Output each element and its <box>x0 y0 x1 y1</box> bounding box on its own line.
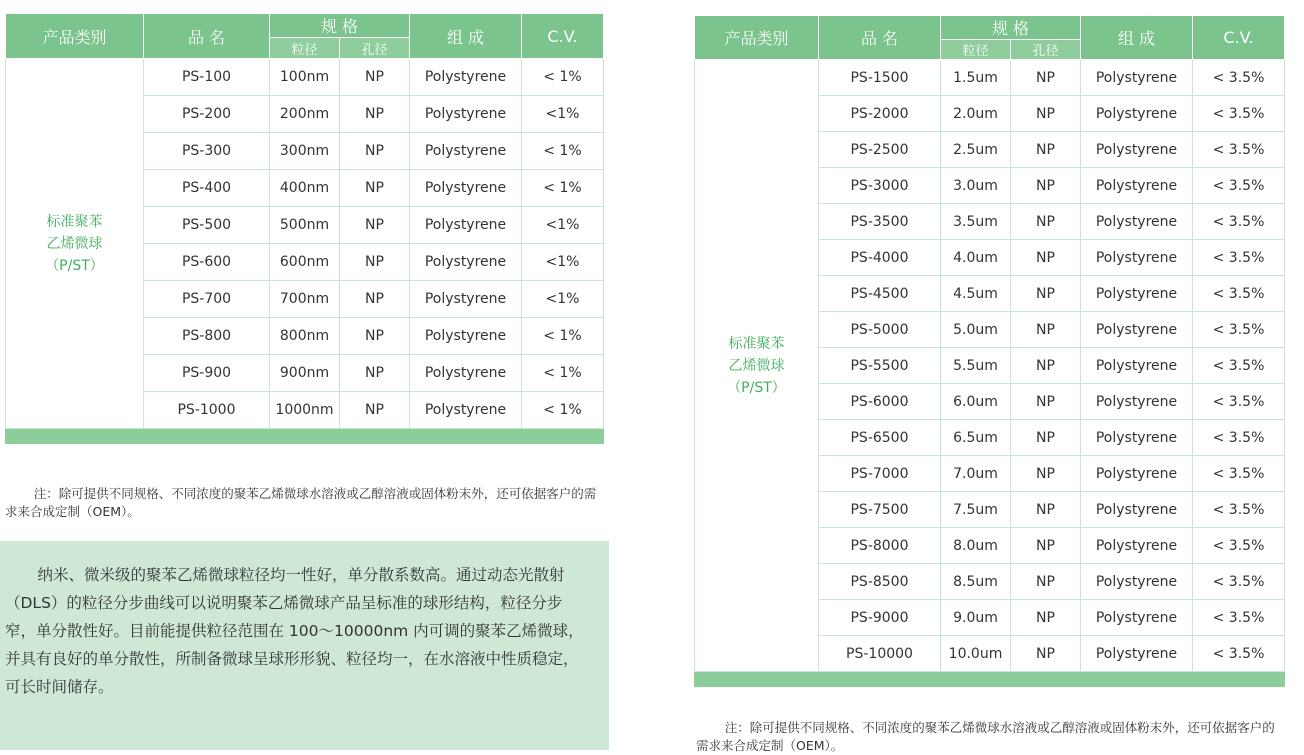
product-name: PS-6500 <box>819 420 941 456</box>
cv-value: < 3.5% <box>1193 60 1285 96</box>
particle-size: 3.0um <box>941 168 1011 204</box>
product-name: PS-700 <box>144 281 270 318</box>
cv-value: < 3.5% <box>1193 312 1285 348</box>
cv-value: <1% <box>522 96 604 133</box>
header-category: 产品类别 <box>6 14 144 59</box>
product-name: PS-1000 <box>144 392 270 429</box>
category-cell <box>6 59 144 429</box>
particle-size: 800nm <box>270 318 340 355</box>
cv-value: < 3.5% <box>1193 564 1285 600</box>
particle-size: 4.0um <box>941 240 1011 276</box>
cv-value: < 3.5% <box>1193 348 1285 384</box>
pore-size: NP <box>340 355 410 392</box>
description-text: 纳米、微米级的聚苯乙烯微球粒径均一性好，单分散系数高。通过动态光散射（DLS）的粒径分步曲线可以说明聚苯乙烯微球产品呈标准的球形结构，粒径分步窄，单分散性好。目前能提供粒径范围在 100～10000nm 内可调的聚苯乙烯微球，并具有良好的单分散性，所制备微球呈球形形貌、粒径均一，在水溶液中性质稳定，可长时间储存。 <box>5 566 584 696</box>
pore-size: NP <box>1011 492 1081 528</box>
particle-size: 7.0um <box>941 456 1011 492</box>
particle-size: 7.5um <box>941 492 1011 528</box>
composition: Polystyrene <box>1081 204 1193 240</box>
cv-value: < 1% <box>522 133 604 170</box>
composition: Polystyrene <box>1081 96 1193 132</box>
product-name: PS-7500 <box>819 492 941 528</box>
particle-size: 2.5um <box>941 132 1011 168</box>
pore-size: NP <box>1011 240 1081 276</box>
table-row <box>6 59 604 96</box>
composition: Polystyrene <box>1081 168 1193 204</box>
cv-value: <1% <box>522 207 604 244</box>
product-name: PS-800 <box>144 318 270 355</box>
composition: Polystyrene <box>1081 564 1193 600</box>
header-composition: 组 成 <box>1081 16 1193 60</box>
product-name: PS-300 <box>144 133 270 170</box>
pore-size: NP <box>1011 96 1081 132</box>
product-name: PS-500 <box>144 207 270 244</box>
header-pore-size: 孔径 <box>340 38 410 59</box>
category-label-line3: （P/ST） <box>45 257 104 274</box>
cv-value: < 1% <box>522 392 604 429</box>
header-cv: C.V. <box>1193 16 1285 60</box>
composition: Polystyrene <box>1081 492 1193 528</box>
product-name: PS-4500 <box>819 276 941 312</box>
particle-size: 100nm <box>270 59 340 96</box>
table-row <box>695 60 1285 96</box>
cv-value: < 1% <box>522 318 604 355</box>
product-name: PS-3500 <box>819 204 941 240</box>
cv-value: < 1% <box>522 355 604 392</box>
pore-size: NP <box>340 244 410 281</box>
pore-size: NP <box>340 318 410 355</box>
composition: Polystyrene <box>410 281 522 318</box>
category-label-line1: 标准聚苯 <box>46 213 103 230</box>
product-name: PS-8500 <box>819 564 941 600</box>
product-name: PS-6000 <box>819 384 941 420</box>
composition: Polystyrene <box>410 355 522 392</box>
cv-value: < 3.5% <box>1193 204 1285 240</box>
product-name: PS-200 <box>144 96 270 133</box>
product-name: PS-8000 <box>819 528 941 564</box>
composition: Polystyrene <box>410 96 522 133</box>
product-name: PS-5000 <box>819 312 941 348</box>
spec-table-left <box>5 13 604 444</box>
composition: Polystyrene <box>410 207 522 244</box>
pore-size: NP <box>1011 168 1081 204</box>
product-name: PS-600 <box>144 244 270 281</box>
pore-size: NP <box>1011 456 1081 492</box>
header-particle-size: 粒径 <box>941 40 1011 60</box>
particle-size: 600nm <box>270 244 340 281</box>
product-name: PS-900 <box>144 355 270 392</box>
cv-value: < 3.5% <box>1193 132 1285 168</box>
header-category: 产品类别 <box>695 16 819 60</box>
product-name: PS-3000 <box>819 168 941 204</box>
cv-value: < 3.5% <box>1193 276 1285 312</box>
particle-size: 700nm <box>270 281 340 318</box>
particle-size: 1000nm <box>270 392 340 429</box>
composition: Polystyrene <box>410 133 522 170</box>
spec-table-right <box>694 15 1285 687</box>
category-cell <box>695 60 819 672</box>
description-box <box>0 541 609 750</box>
table-footer-bar <box>6 429 604 444</box>
composition: Polystyrene <box>410 244 522 281</box>
particle-size: 400nm <box>270 170 340 207</box>
pore-size: NP <box>340 59 410 96</box>
pore-size: NP <box>340 281 410 318</box>
cv-value: <1% <box>522 281 604 318</box>
pore-size: NP <box>1011 312 1081 348</box>
product-name: PS-7000 <box>819 456 941 492</box>
category-label-line2: 乙烯微球 <box>728 357 785 374</box>
pore-size: NP <box>340 207 410 244</box>
cv-value: <1% <box>522 244 604 281</box>
pore-size: NP <box>340 170 410 207</box>
particle-size: 6.5um <box>941 420 1011 456</box>
pore-size: NP <box>1011 564 1081 600</box>
header-spec: 规 格 <box>941 16 1081 40</box>
particle-size: 3.5um <box>941 204 1011 240</box>
pore-size: NP <box>1011 348 1081 384</box>
particle-size: 2.0um <box>941 96 1011 132</box>
header-spec: 规 格 <box>270 14 410 38</box>
header-particle-size: 粒径 <box>270 38 340 59</box>
note-right: 注：除可提供不同规格、不同浓度的聚苯乙烯微球水溶液或乙醇溶液或固体粉末外，还可依据客户的需求来合成定制（OEM）。 <box>696 719 1275 753</box>
composition: Polystyrene <box>410 59 522 96</box>
particle-size: 9.0um <box>941 600 1011 636</box>
composition: Polystyrene <box>1081 132 1193 168</box>
pore-size: NP <box>1011 60 1081 96</box>
pore-size: NP <box>1011 276 1081 312</box>
product-name: PS-2500 <box>819 132 941 168</box>
particle-size: 300nm <box>270 133 340 170</box>
cv-value: < 3.5% <box>1193 96 1285 132</box>
cv-value: < 3.5% <box>1193 240 1285 276</box>
particle-size: 500nm <box>270 207 340 244</box>
composition: Polystyrene <box>1081 636 1193 672</box>
particle-size: 200nm <box>270 96 340 133</box>
composition: Polystyrene <box>1081 240 1193 276</box>
cv-value: < 3.5% <box>1193 528 1285 564</box>
table-footer-bar <box>695 672 1285 687</box>
particle-size: 900nm <box>270 355 340 392</box>
composition: Polystyrene <box>1081 384 1193 420</box>
composition: Polystyrene <box>1081 60 1193 96</box>
product-name: PS-100 <box>144 59 270 96</box>
cv-value: < 1% <box>522 59 604 96</box>
composition: Polystyrene <box>1081 276 1193 312</box>
composition: Polystyrene <box>1081 312 1193 348</box>
pore-size: NP <box>1011 420 1081 456</box>
particle-size: 4.5um <box>941 276 1011 312</box>
pore-size: NP <box>340 133 410 170</box>
particle-size: 5.0um <box>941 312 1011 348</box>
product-name: PS-1500 <box>819 60 941 96</box>
category-label-line2: 乙烯微球 <box>46 235 103 252</box>
composition: Polystyrene <box>410 170 522 207</box>
cv-value: < 3.5% <box>1193 636 1285 672</box>
composition: Polystyrene <box>410 318 522 355</box>
particle-size: 1.5um <box>941 60 1011 96</box>
header-composition: 组 成 <box>410 14 522 59</box>
pore-size: NP <box>340 392 410 429</box>
header-name: 品 名 <box>144 14 270 59</box>
pore-size: NP <box>1011 132 1081 168</box>
pore-size: NP <box>340 96 410 133</box>
product-name: PS-10000 <box>819 636 941 672</box>
category-label-line3: （P/ST） <box>727 379 786 396</box>
cv-value: < 3.5% <box>1193 492 1285 528</box>
product-name: PS-4000 <box>819 240 941 276</box>
composition: Polystyrene <box>1081 348 1193 384</box>
pore-size: NP <box>1011 528 1081 564</box>
composition: Polystyrene <box>1081 600 1193 636</box>
cv-value: < 3.5% <box>1193 384 1285 420</box>
cv-value: < 3.5% <box>1193 168 1285 204</box>
particle-size: 10.0um <box>941 636 1011 672</box>
cv-value: < 3.5% <box>1193 420 1285 456</box>
product-name: PS-5500 <box>819 348 941 384</box>
product-name: PS-2000 <box>819 96 941 132</box>
particle-size: 6.0um <box>941 384 1011 420</box>
cv-value: < 3.5% <box>1193 600 1285 636</box>
cv-value: < 1% <box>522 170 604 207</box>
particle-size: 8.5um <box>941 564 1011 600</box>
composition: Polystyrene <box>1081 456 1193 492</box>
product-name: PS-400 <box>144 170 270 207</box>
header-name: 品 名 <box>819 16 941 60</box>
note-left: 注：除可提供不同规格、不同浓度的聚苯乙烯微球水溶液或乙醇溶液或固体粉末外，还可依据客户的需求来合成定制（OEM）。 <box>5 485 597 519</box>
pore-size: NP <box>1011 600 1081 636</box>
pore-size: NP <box>1011 636 1081 672</box>
pore-size: NP <box>1011 384 1081 420</box>
header-pore-size: 孔径 <box>1011 40 1081 60</box>
particle-size: 8.0um <box>941 528 1011 564</box>
composition: Polystyrene <box>1081 420 1193 456</box>
category-label-line1: 标准聚苯 <box>728 335 785 352</box>
composition: Polystyrene <box>1081 528 1193 564</box>
composition: Polystyrene <box>410 392 522 429</box>
header-cv: C.V. <box>522 14 604 59</box>
product-name: PS-9000 <box>819 600 941 636</box>
pore-size: NP <box>1011 204 1081 240</box>
cv-value: < 3.5% <box>1193 456 1285 492</box>
particle-size: 5.5um <box>941 348 1011 384</box>
